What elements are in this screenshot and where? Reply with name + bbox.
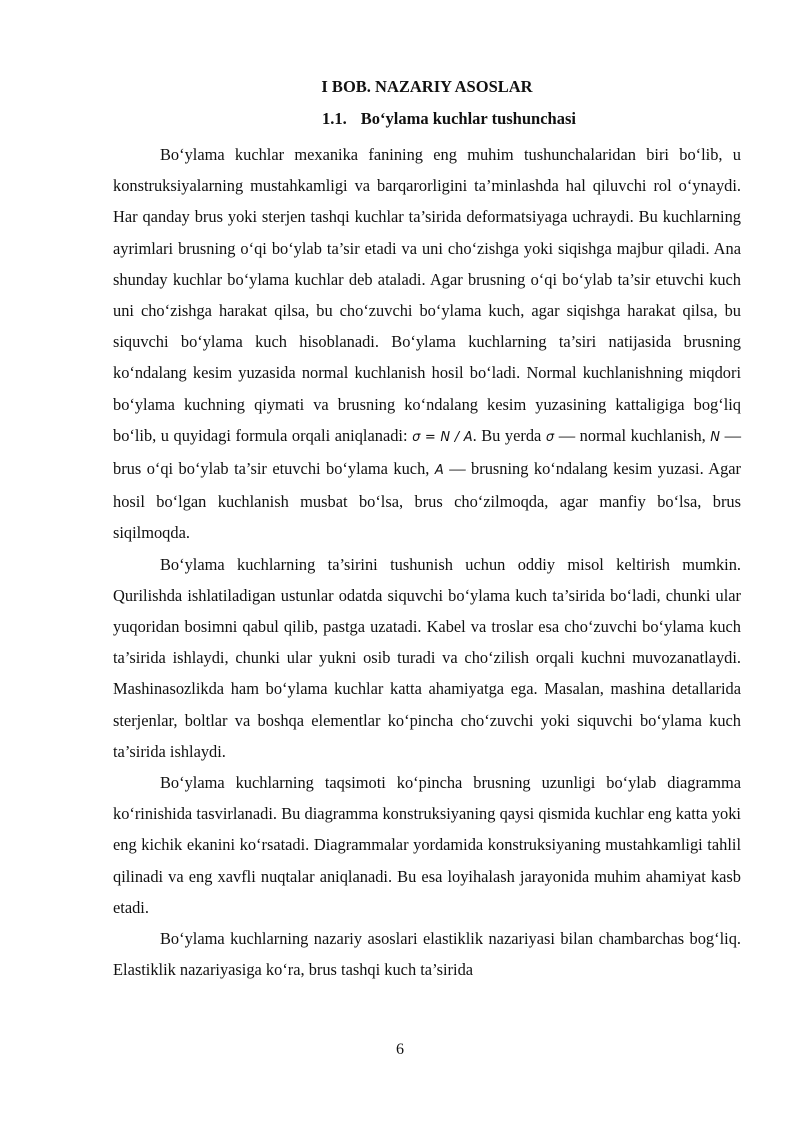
paragraph-1-text-a: Bo‘ylama kuchlar mexanika fanining eng muhim tushunchalaridan biri bo‘lib, u konstruksiyalarning mustahkamligi va barqarorligini ta’minlashda hal qiluvchi rol o‘ynaydi. Har qanday brus yoki sterjen tashqi kuchlar ta’sirida deformatsiyaga uchraydi. Bu kuchlarning ayrimlari brusning o‘qi bo‘ylab ta’sir etadi va uni cho‘zishga yoki siqishga majbur qiladi. Ana shunday kuchlar bo‘ylama kuchlar deb ataladi. Agar brusning o‘qi bo‘ylab ta’sir etuvchi kuch uni cho‘zishga harakat qilsa, bu cho‘zuvchi bo‘ylama kuch, agar siqishga harakat qilsa, bu siquvchi bo‘ylama kuch hisoblanadi. Bo‘ylama kuchlarning ta’siri natijasida brusning ko‘ndalang kesim yuzasida normal kuchlanish hosil bo‘ladi. Normal kuchlanishning miqdori bo‘ylama kuchning qiymati va brusning ko‘ndalang kesim yuzasining kattaligiga bog‘liq bo‘lib, u quyidagi formula orqali aniqlanadi: — [113, 145, 741, 445]
paragraph-1-text-d: — brus o‘qi bo‘ylab ta’sir etuvchi bo‘ylama kuch, — [113, 425, 741, 479]
paragraph-3: Bo‘ylama kuchlarning taqsimoti ko‘pincha brusning uzunligi bo‘ylab diagramma ko‘rinishida tasvirlanadi. Bu diagramma konstruksiyaning qaysi qismida kuchlar eng katta yoki eng kichik ekanini ko‘rsatadi. Diagrammalar yordamida konstruksiyaning mustahkamligi tahlil qilinadi va eng xavfli nuqtalar aniqlanadi. Bu esa loyihalash jarayonida muhim ahamiyat kasb etadi. — [113, 773, 741, 917]
paragraph-2: Bo‘ylama kuchlarning ta’sirini tushunish uchun oddiy misol keltirish mumkin. Qurilishda ishlatiladigan ustunlar odatda siquvchi bo‘ylama kuch ta’sirida bo‘ladi, chunki ular yuqoridan bosimni qabul qilib, pastga uzatadi. Kabel va troslar esa cho‘zuvchi bo‘ylama kuch ta’sirida ishlaydi, chunki ular yukni osib turadi va cho‘zilish orqali kuchni muvozanatlaydi. Mashinasozlikda ham bo‘ylama kuchlar katta ahamiyatga ega. Masalan, mashina detallarida sterjenlar, boltlar va boshqa elementlar ko‘pincha cho‘zuvchi yoki siquvchi bo‘ylama kuch ta’sirida ishlaydi. — [113, 554, 741, 761]
section-number: 1.1. — [322, 109, 347, 128]
paragraph-1-text-e: — brusning ko‘ndalang kesim yuzasi. Agar hosil bo‘lgan kuchlanish musbat bo‘lsa, brus cho‘zilmoqda, agar manfiy bo‘lsa, brus siqilmoqda. — [113, 459, 741, 543]
paragraph-1 — [113, 139, 741, 549]
paragraph-4: Bo‘ylama kuchlarning nazariy asoslari elastiklik nazariyasi bilan chambarchas bog‘liq. Elastiklik nazariyasiga ko‘ra, brus tashqi kuch ta’sirida — [113, 929, 741, 980]
stress-formula: σ = N / A — [412, 429, 473, 445]
symbol-n: N — [710, 429, 721, 445]
section-title: Bo‘ylama kuchlar tushunchasi — [360, 109, 576, 128]
symbol-a: A — [434, 463, 444, 479]
paragraph-1-text-c: — normal kuchlanish, — [554, 425, 711, 445]
page-number: 6 — [396, 1041, 404, 1058]
body-text — [113, 139, 741, 985]
paragraph-1-text-b: . Bu yerda — [472, 425, 546, 445]
symbol-sigma: σ — [545, 429, 555, 445]
section-heading — [113, 107, 741, 131]
chapter-title: I BOB. NAZARIY ASOSLAR — [321, 77, 533, 96]
